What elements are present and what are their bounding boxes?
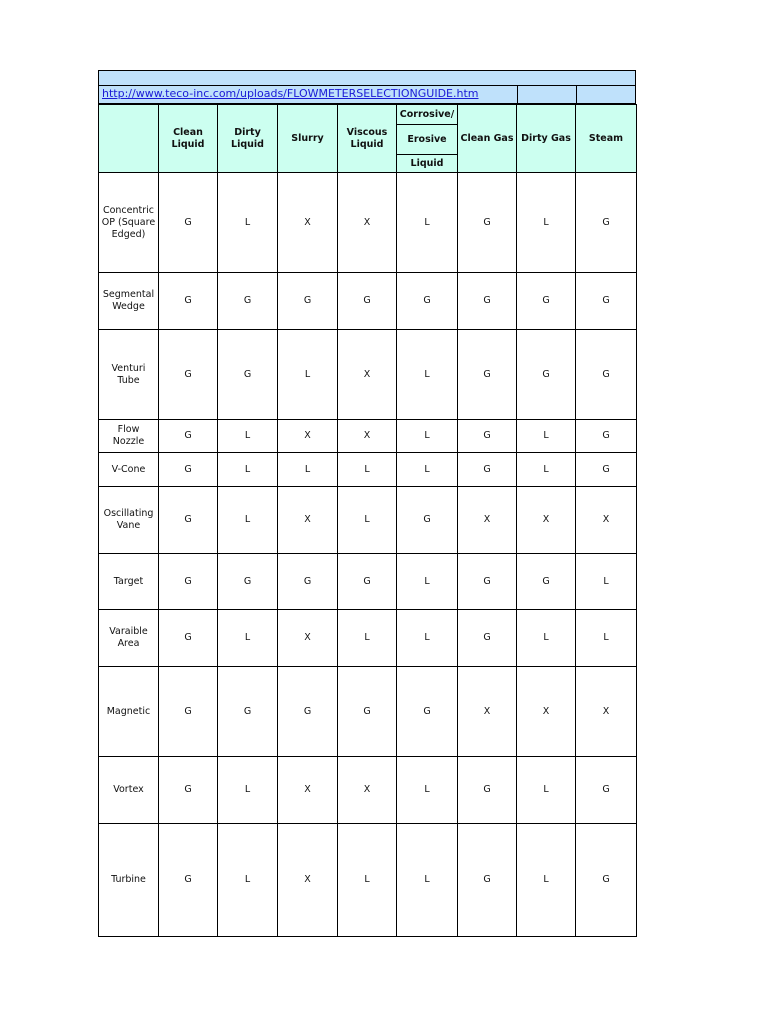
- row-label: Segmental Wedge: [99, 273, 159, 330]
- rating-cell: L: [338, 453, 397, 487]
- rating-cell: G: [517, 273, 576, 330]
- rating-cell: G: [338, 554, 397, 610]
- rating-cell: X: [458, 487, 517, 554]
- table-row: [99, 273, 637, 330]
- table-row: [99, 667, 637, 757]
- rating-cell: G: [576, 824, 637, 937]
- rating-cell: L: [338, 610, 397, 667]
- header-empty: [99, 105, 159, 173]
- empty-cell: [517, 86, 518, 103]
- rating-cell: L: [517, 757, 576, 824]
- rating-cell: L: [517, 173, 576, 273]
- row-label: Varaible Area: [99, 610, 159, 667]
- rating-cell: L: [397, 420, 458, 453]
- rating-cell: G: [159, 487, 218, 554]
- row-label: V-Cone: [99, 453, 159, 487]
- rating-cell: G: [159, 554, 218, 610]
- rating-cell: L: [397, 824, 458, 937]
- rating-cell: G: [218, 554, 278, 610]
- table-row: [99, 487, 637, 554]
- header-dirty-gas: Dirty Gas: [517, 105, 576, 173]
- rating-cell: L: [397, 554, 458, 610]
- rating-cell: G: [576, 330, 637, 420]
- row-label: Flow Nozzle: [99, 420, 159, 453]
- source-link[interactable]: http://www.teco-inc.com/uploads/FLOWMETERSELECTIONGUIDE.htm: [102, 87, 479, 100]
- rating-cell: G: [159, 667, 218, 757]
- table-row: [99, 453, 637, 487]
- rating-cell: G: [278, 667, 338, 757]
- rating-cell: G: [397, 487, 458, 554]
- header-banner: [98, 70, 636, 86]
- rating-cell: X: [278, 420, 338, 453]
- rating-cell: L: [517, 420, 576, 453]
- rating-cell: G: [576, 273, 637, 330]
- rating-cell: G: [458, 554, 517, 610]
- header-slurry: Slurry: [278, 105, 338, 173]
- header-erosive: Erosive: [397, 125, 457, 155]
- rating-cell: L: [218, 453, 278, 487]
- table-row: [99, 824, 637, 937]
- rating-cell: X: [278, 757, 338, 824]
- table-row: [99, 420, 637, 453]
- rating-cell: G: [338, 667, 397, 757]
- rating-cell: L: [218, 173, 278, 273]
- row-label: Target: [99, 554, 159, 610]
- rating-cell: X: [338, 173, 397, 273]
- rating-cell: L: [218, 487, 278, 554]
- rating-cell: G: [458, 330, 517, 420]
- rating-cell: G: [397, 667, 458, 757]
- header-clean-gas: Clean Gas: [458, 105, 517, 173]
- header-steam: Steam: [576, 105, 637, 173]
- row-label: Turbine: [99, 824, 159, 937]
- rating-cell: G: [576, 453, 637, 487]
- spreadsheet: [98, 70, 636, 937]
- rating-cell: X: [517, 487, 576, 554]
- header-liquid: Liquid: [410, 157, 444, 169]
- rating-cell: L: [338, 487, 397, 554]
- rating-cell: G: [576, 757, 637, 824]
- rating-cell: X: [576, 487, 637, 554]
- rating-cell: X: [338, 420, 397, 453]
- header-corrosive-erosive-liquid: [397, 105, 458, 173]
- rating-cell: G: [338, 273, 397, 330]
- header-dirty-liquid: Dirty Liquid: [218, 105, 278, 173]
- rating-cell: L: [278, 330, 338, 420]
- rating-cell: X: [338, 330, 397, 420]
- rating-cell: X: [278, 610, 338, 667]
- header-clean-liquid: Clean Liquid: [159, 105, 218, 173]
- rating-cell: L: [397, 610, 458, 667]
- rating-cell: L: [517, 453, 576, 487]
- rating-cell: G: [218, 330, 278, 420]
- rating-cell: G: [159, 330, 218, 420]
- rating-cell: X: [576, 667, 637, 757]
- rating-cell: L: [278, 453, 338, 487]
- rating-cell: L: [218, 420, 278, 453]
- row-label: Magnetic: [99, 667, 159, 757]
- table-row: [99, 173, 637, 273]
- header-corrosive: Corrosive/: [397, 105, 457, 125]
- rating-cell: G: [159, 173, 218, 273]
- rating-cell: G: [458, 273, 517, 330]
- rating-cell: L: [397, 173, 458, 273]
- rating-cell: G: [458, 420, 517, 453]
- rating-cell: L: [576, 554, 637, 610]
- row-label: Concentric OP (Square Edged): [99, 173, 159, 273]
- rating-cell: G: [159, 420, 218, 453]
- rating-cell: X: [278, 173, 338, 273]
- rating-cell: G: [159, 453, 218, 487]
- empty-cell: [576, 86, 577, 103]
- rating-cell: L: [218, 610, 278, 667]
- row-label: Vortex: [99, 757, 159, 824]
- rating-cell: G: [576, 173, 637, 273]
- rating-cell: G: [576, 420, 637, 453]
- rating-cell: L: [397, 453, 458, 487]
- url-row: [98, 86, 636, 104]
- rating-cell: G: [218, 273, 278, 330]
- rating-cell: L: [576, 610, 637, 667]
- row-label: Venturi Tube: [99, 330, 159, 420]
- rating-cell: L: [397, 330, 458, 420]
- rating-cell: G: [159, 610, 218, 667]
- rating-cell: G: [159, 824, 218, 937]
- rating-cell: G: [278, 554, 338, 610]
- rating-cell: X: [278, 824, 338, 937]
- rating-cell: G: [458, 757, 517, 824]
- rating-cell: L: [517, 610, 576, 667]
- rating-cell: G: [517, 330, 576, 420]
- rating-cell: X: [338, 757, 397, 824]
- rating-cell: L: [218, 757, 278, 824]
- rating-cell: L: [517, 824, 576, 937]
- table-row: [99, 610, 637, 667]
- table-row: [99, 330, 637, 420]
- row-label: Oscillating Vane: [99, 487, 159, 554]
- table-body: [99, 173, 637, 937]
- rating-cell: G: [218, 667, 278, 757]
- rating-cell: L: [338, 824, 397, 937]
- rating-cell: G: [517, 554, 576, 610]
- rating-cell: G: [458, 173, 517, 273]
- header-viscous-liquid: Viscous Liquid: [338, 105, 397, 173]
- table-row: [99, 554, 637, 610]
- table-row: [99, 757, 637, 824]
- rating-cell: G: [397, 273, 458, 330]
- rating-cell: L: [218, 824, 278, 937]
- rating-cell: G: [458, 824, 517, 937]
- rating-cell: X: [458, 667, 517, 757]
- rating-cell: L: [397, 757, 458, 824]
- rating-cell: G: [159, 757, 218, 824]
- rating-cell: G: [159, 273, 218, 330]
- rating-cell: X: [278, 487, 338, 554]
- rating-cell: X: [517, 667, 576, 757]
- rating-cell: G: [458, 610, 517, 667]
- rating-cell: G: [458, 453, 517, 487]
- rating-cell: G: [278, 273, 338, 330]
- flowmeter-table: [98, 104, 637, 937]
